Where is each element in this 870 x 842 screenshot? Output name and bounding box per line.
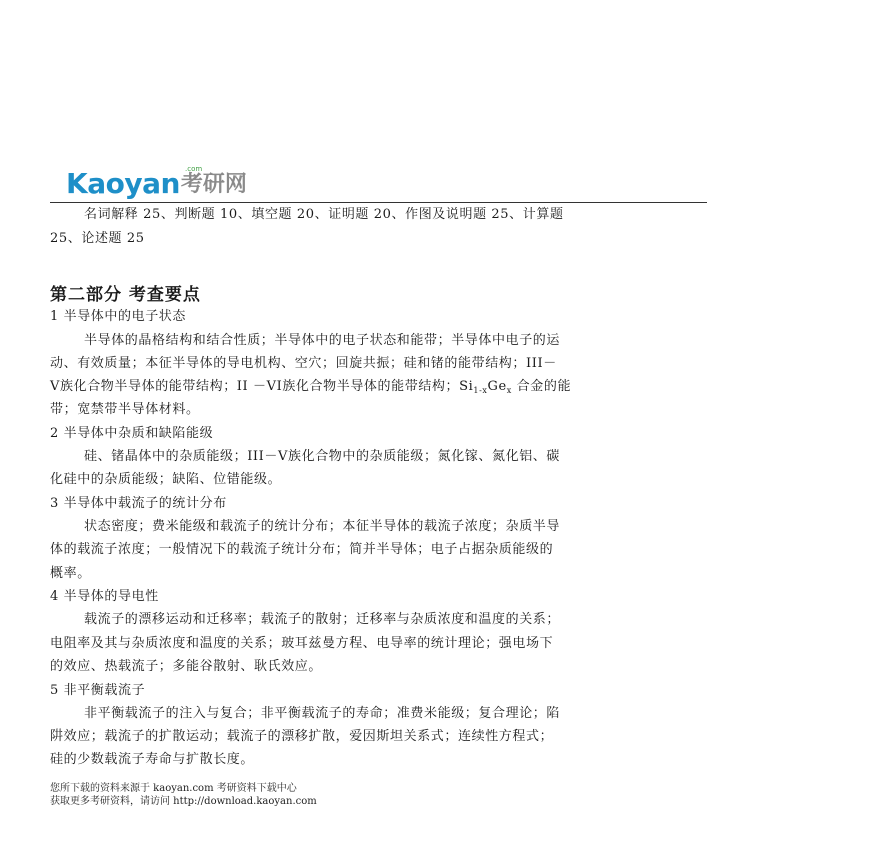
alloy-subscript-2: x <box>506 386 512 395</box>
topic-body-line: V族化合物半导体的能带结构；II －VI族化合物半导体的能带结构；Si <box>50 379 474 394</box>
topic-body-line-alloy <box>50 379 571 395</box>
topic-body-line: 非平衡载流子的注入与复合；非平衡载流子的寿命；准费米能级；复合理论；陷 <box>84 706 561 721</box>
topic-body-line: 硅的少数载流子寿命与扩散长度。 <box>50 752 255 767</box>
score-line-2: 25、论述题 25 <box>50 231 145 246</box>
topic-body-line: 半导体的晶格结构和结合性质；半导体中的电子状态和能带；半导体中电子的运 <box>84 333 561 348</box>
topic-body-line: 概率。 <box>50 566 91 581</box>
topic-body-line: 状态密度；费米能级和载流子的统计分布；本征半导体的载流子浓度；杂质半导 <box>84 519 561 534</box>
footer-line-source: 您所下载的资料来源于 kaoyan.com 考研资料下载中心 <box>50 783 297 794</box>
header-divider <box>50 202 707 203</box>
topic-heading: 4 半导体的导电性 <box>50 589 159 604</box>
topic-heading: 2 半导体中杂质和缺陷能级 <box>50 426 214 441</box>
topic-body-line: 硅、锗晶体中的杂质能级；III－V族化合物中的杂质能级；氮化镓、氮化铝、碳 <box>84 449 560 464</box>
topic-body-line: 阱效应；载流子的扩散运动；载流子的漂移扩散，爱因斯坦关系式；连续性方程式； <box>50 729 554 744</box>
topic-heading: 1 半导体中的电子状态 <box>50 309 187 324</box>
logo-chinese-text: 考研网 <box>180 172 247 197</box>
logo-dotcom: .com <box>185 165 203 173</box>
logo-latin-text: Kaoyan <box>66 167 180 200</box>
topic-body-line: 体的载流子浓度；一般情况下的载流子统计分布；简并半导体；电子占据杂质能级的 <box>50 542 554 557</box>
alloy-ge: Ge <box>487 379 507 394</box>
section-title: 第二部分 考查要点 <box>50 285 201 305</box>
topic-body-line: 的效应、热载流子；多能谷散射、耿氏效应。 <box>50 659 323 674</box>
topic-heading: 3 半导体中载流子的统计分布 <box>50 496 227 511</box>
score-line-1: 名词解释 25、判断题 10、填空题 20、证明题 20、作图及说明题 25、计算题 <box>84 207 564 222</box>
alloy-after: 合金的能 <box>511 379 572 394</box>
alloy-subscript-1: 1-x <box>473 386 488 395</box>
topic-body-line: 载流子的漂移运动和迁移率；载流子的散射；迁移率与杂质浓度和温度的关系； <box>84 612 561 627</box>
topic-heading: 5 非平衡载流子 <box>50 683 146 698</box>
topic-body-line: 化硅中的杂质能级；缺陷、位错能级。 <box>50 472 282 487</box>
kaoyan-logo <box>66 163 247 199</box>
topic-body-line: 动、有效质量；本征半导体的导电机构、空穴；回旋共振；硅和锗的能带结构；III－ <box>50 356 557 371</box>
topic-body-line: 电阻率及其与杂质浓度和温度的关系；玻耳兹曼方程、电导率的统计理论；强电场下 <box>50 636 554 651</box>
footer-line-url: 获取更多考研资料，请访问 http://download.kaoyan.com <box>50 796 317 807</box>
topic-body-line: 带；宽禁带半导体材料。 <box>50 402 200 417</box>
